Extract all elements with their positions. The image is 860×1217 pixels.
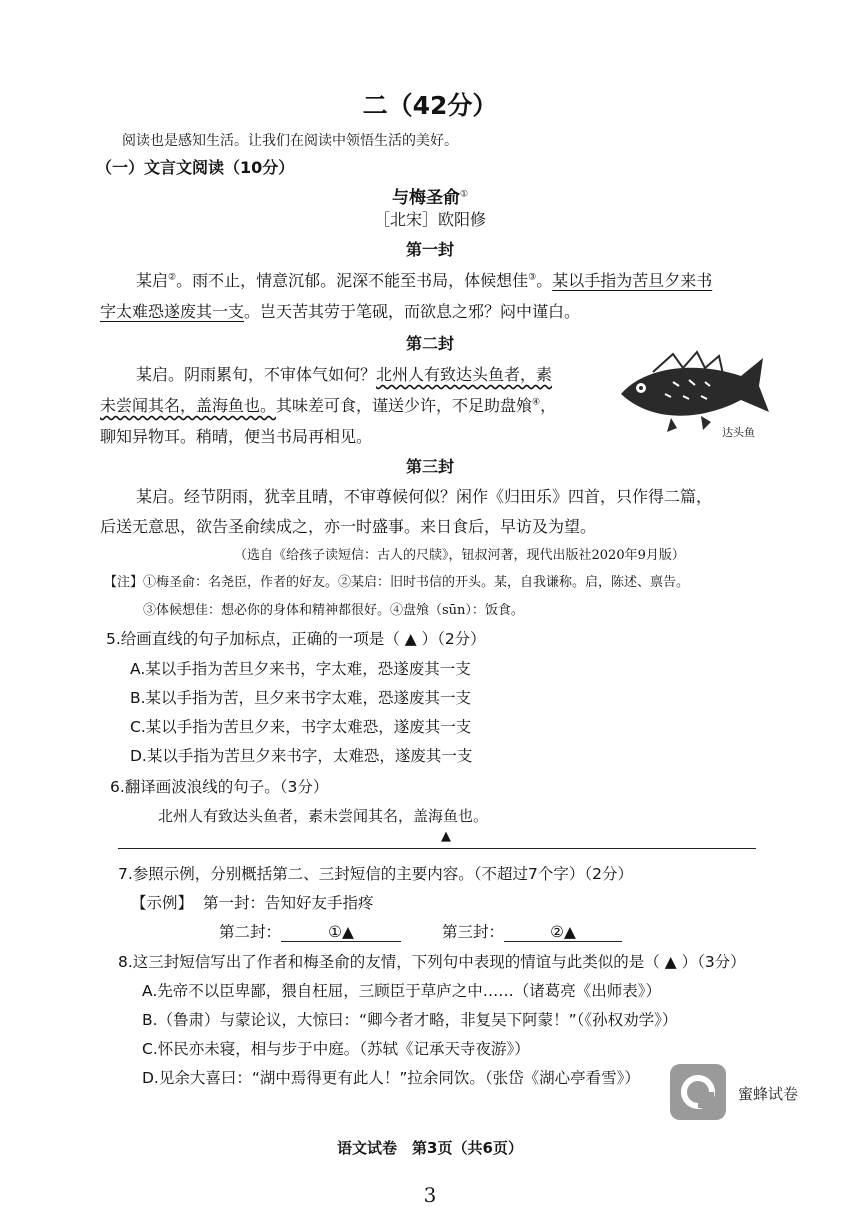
q6-answer-line [118, 848, 756, 849]
letter-2-line-2: 未尝闻其名，盖海鱼也。其味差可食，谨送少许，不足助盘飧④， [100, 396, 557, 415]
q5-option-b: B.某以手指为苦，旦夕来书字太难，恐遂废其一支 [130, 689, 472, 707]
essay-title-note-mark: ① [459, 189, 469, 200]
letter-2-line-3: 聊知异物耳。稍晴，便当书局再相见。 [100, 427, 373, 446]
q7-example: 【示例】 第一封：告知好友手指疼 [131, 894, 374, 912]
underlined-sentence-part-2: 字太难恐遂废其一支 [100, 302, 245, 321]
question-6-stem: 6.翻译画波浪线的句子。（3分） [110, 778, 329, 796]
letter-2-line-1: 某启。阴雨累旬，不审体气如何？北州人有致达头鱼者，素 [136, 365, 553, 384]
essay-title: 与梅圣俞① [391, 188, 469, 208]
q8-option-a: A.先帝不以臣卑鄙，猥自枉屈，三顾臣于草庐之中……（诸葛亮《出师表》） [142, 982, 662, 1000]
question-7-stem: 7.参照示例，分别概括第二、三封短信的主要内容。（不超过7个字）（2分） [118, 865, 634, 883]
q8-option-c: C.怀民亦未寝，相与步于中庭。（苏轼《记承天寺夜游》） [142, 1040, 530, 1058]
q8-option-b: B.（鲁肃）与蒙论议，大惊曰：“卿今者才略，非复吴下阿蒙！”（《孙权劝学》） [142, 1011, 678, 1029]
q5-option-c: C.某以手指为苦旦夕来，书字太难恐，遂废其一支 [130, 718, 472, 736]
letter-3-line-2: 后送无意思，欲告圣俞续成之，亦一时盛事。来日食后，早访及为望。 [100, 517, 597, 536]
section-title: 二（42分） [362, 91, 498, 120]
part-heading: （一）文言文阅读（10分） [96, 158, 295, 177]
section-intro: 阅读也是感知生活。让我们在阅读中领悟生活的美好。 [122, 133, 458, 149]
q5-option-a: A.某以手指为苦旦夕来书，字太难，恐遂废其一支 [130, 660, 471, 678]
notes-line-2: ③体候想佳：想必你的身体和精神都很好。④盘飧（sūn）：饭食。 [143, 603, 524, 618]
q5-option-d: D.某以手指为苦旦夕来书字，太难恐，遂废其一支 [130, 747, 473, 765]
letter-1-heading: 第一封 [405, 240, 454, 259]
underlined-sentence-part-1: 某以手指为苦旦夕来书 [552, 271, 713, 290]
q7-letter-3-answer: 第三封： ②▲ [442, 920, 622, 942]
fish-caption: 达头鱼 [722, 426, 755, 439]
page-footer: 语文试卷 第3页（共6页） [337, 1139, 523, 1157]
q6-answer-mark: ▲ [441, 829, 451, 844]
q7-blank-2[interactable]: ②▲ [504, 923, 622, 942]
letter-1-line-1: 某启②。雨不止，情意沉郁。泥深不能至书局，体候想佳③。某以手指为苦旦夕来书 [136, 271, 713, 290]
watermark-logo-icon [670, 1064, 726, 1120]
essay-author: ［北宋］欧阳修 [373, 210, 486, 229]
q7-letter-2-answer: 第二封： ①▲ [219, 920, 401, 942]
question-8-stem: 8.这三封短信写出了作者和梅圣俞的友情，下列句中表现的情谊与此类似的是（ ▲ ）（3分） [118, 953, 746, 971]
q7-blank-1[interactable]: ①▲ [281, 923, 401, 942]
letter-3-line-1: 某启。经节阴雨，犹幸且晴，不审尊候何似？闲作《归田乐》四首，只作得二篇， [136, 487, 713, 506]
wavy-sentence-part-2: 未尝闻其名，盖海鱼也。 [100, 396, 277, 415]
wavy-sentence-part-1: 北州人有致达头鱼者，素 [376, 365, 553, 384]
source-citation: （选自《给孩子读短信：古人的尺牍》，钮叔河著，现代出版社2020年9月版） [234, 548, 685, 563]
q8-option-d: D.见余大喜曰：“湖中焉得更有此人！”拉余同饮。（张岱《湖心亭看雪》） [142, 1069, 640, 1087]
question-5-stem: 5.给画直线的句子加标点，正确的一项是（ ▲ ）（2分） [106, 630, 486, 648]
letter-1-line-2: 字太难恐遂废其一支。岂天苦其劳于笔砚，而欲息之邪？闷中谨白。 [100, 302, 581, 321]
page-number: 3 [423, 1183, 437, 1207]
notes-line-1: 【注】①梅圣俞：名尧臣，作者的好友。②某启：旧时书信的开头。某，自我谦称。启，陈述、禀告。 [104, 575, 690, 590]
q6-sentence: 北州人有致达头鱼者，素未尝闻其名，盖海鱼也。 [158, 807, 489, 825]
letter-2-heading: 第二封 [405, 334, 454, 353]
watermark-text: 蜜蜂试卷 [738, 1085, 799, 1103]
letter-3-heading: 第三封 [405, 457, 454, 476]
